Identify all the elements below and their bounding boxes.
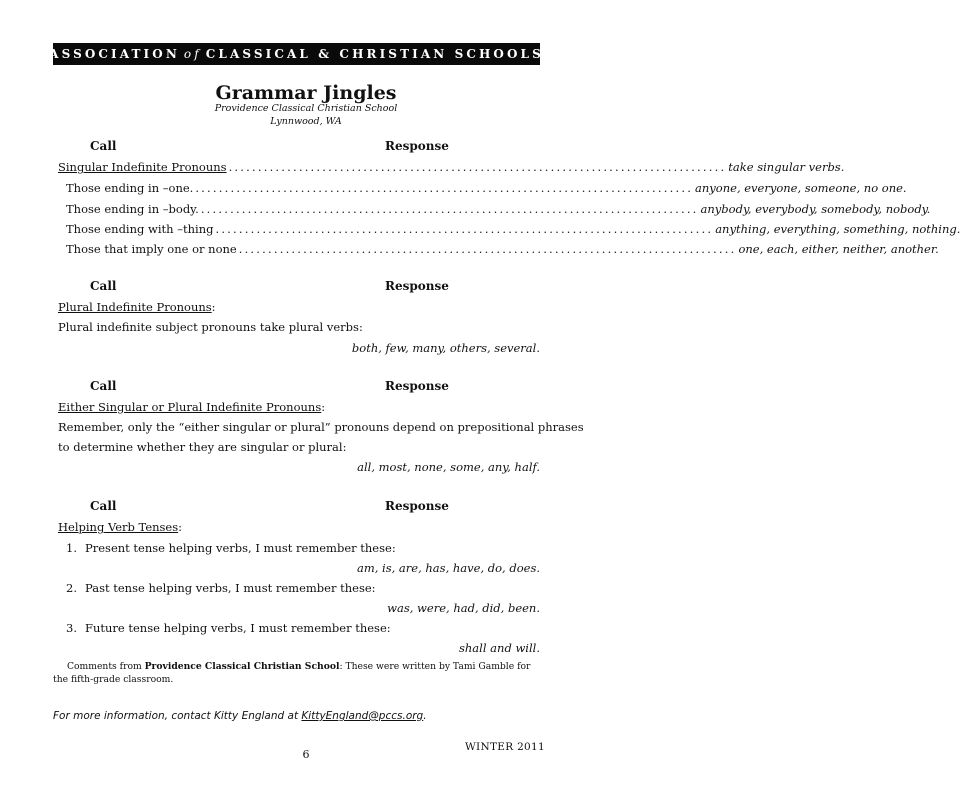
comments-rest: : These were written by Tami Gamble for the fifth-grade classroom. — [53, 661, 531, 685]
contact-email-link[interactable]: KittyEngland@pccs.org — [301, 710, 424, 722]
page-title: Grammar Jingles — [215, 82, 397, 104]
row-response: anyone, everyone, someone, no one. — [695, 181, 907, 195]
publication-banner — [49, 43, 544, 65]
section3-response: all, most, none, some, any, half. — [357, 460, 540, 474]
comments-school: Providence Classical Christian School — [144, 661, 340, 672]
list-item-response: shall and will. — [459, 641, 540, 655]
section1-heading: Singular Indefinite Pronouns — [58, 160, 227, 174]
section4-heading-row — [58, 520, 182, 534]
page-number: 6 — [302, 748, 310, 761]
section3-heading-row — [58, 400, 325, 414]
list-item-number: 2. — [66, 581, 77, 595]
section2-heading: Plural Indefinite Pronouns — [58, 300, 212, 314]
call-header: Call — [90, 139, 117, 153]
section1-row — [66, 181, 907, 195]
list-item-response: am, is, are, has, have, do, does. — [356, 561, 540, 575]
list-item-text: Past tense helping verbs, I must remember these: — [85, 581, 376, 595]
row-response: anything, everything, something, nothing. — [715, 222, 960, 236]
section2-heading-row — [58, 300, 216, 314]
comments-paragraph — [53, 660, 545, 686]
heading-colon: : — [321, 400, 326, 414]
row-label: Those ending in –one. — [66, 181, 194, 195]
contact-suffix: . — [423, 710, 427, 722]
section3-text-line1: Remember, only the “either singular or plural” pronouns depend on prepositional phrases — [58, 420, 584, 434]
section4-heading: Helping Verb Tenses — [58, 520, 179, 534]
dot-leader: ..................................................................................... — [215, 222, 714, 236]
banner-text-schools: CLASSICAL & CHRISTIAN SCHOOLS — [205, 47, 544, 61]
section3-text-line2: to determine whether they are singular or plural: — [58, 440, 347, 454]
list-item-text: Future tense helping verbs, I must remember these: — [85, 621, 391, 635]
heading-colon: : — [211, 300, 216, 314]
subtitle-school: Providence Classical Christian School — [214, 103, 398, 114]
list-item-number: 3. — [66, 621, 77, 635]
call-header: Call — [90, 499, 117, 513]
row-response: one, each, either, neither, another. — [738, 242, 939, 256]
subtitle-location: Lynnwood, WA — [270, 116, 342, 127]
response-header: Response — [385, 279, 449, 293]
list-item-text: Present tense helping verbs, I must remember these: — [85, 541, 396, 555]
section1-heading-row — [58, 160, 845, 174]
section3-heading: Either Singular or Plural Indefinite Pronouns — [58, 400, 322, 414]
section1-row — [66, 222, 960, 236]
response-header: Response — [385, 379, 449, 393]
contact-prefix: For more information, contact Kitty England at — [53, 710, 302, 722]
response-header: Response — [385, 139, 449, 153]
dot-leader: ..................................................................................... — [195, 181, 694, 195]
heading-colon: : — [178, 520, 183, 534]
list-item-number: 1. — [66, 541, 77, 555]
dot-leader: ..................................................................................... — [238, 242, 737, 256]
row-label: Those that imply one or none — [66, 242, 237, 256]
response-header: Response — [385, 499, 449, 513]
contact-info — [53, 710, 427, 722]
section1-row — [66, 202, 931, 216]
row-response: anybody, everybody, somebody, nobody. — [700, 202, 931, 216]
row-label: Those ending with –thing — [66, 222, 214, 236]
section2-response: both, few, many, others, several. — [351, 341, 540, 355]
dot-leader: ..................................................................................... — [200, 202, 699, 216]
call-header: Call — [90, 279, 117, 293]
dot-leader: ..................................................................................... — [228, 160, 727, 174]
row-label: Those ending in –body. — [66, 202, 199, 216]
banner-text-of: of — [183, 47, 202, 61]
comments-lead: Comments from — [67, 661, 145, 672]
section2-text: Plural indefinite subject pronouns take plural verbs: — [58, 320, 363, 334]
banner-text-association: ASSOCIATION — [49, 47, 180, 61]
issue-season: WINTER 2011 — [464, 741, 545, 753]
list-item-response: was, were, had, did, been. — [387, 601, 540, 615]
section1-heading-response: take singular verbs. — [728, 160, 845, 174]
call-header: Call — [90, 379, 117, 393]
section1-row — [66, 242, 939, 256]
